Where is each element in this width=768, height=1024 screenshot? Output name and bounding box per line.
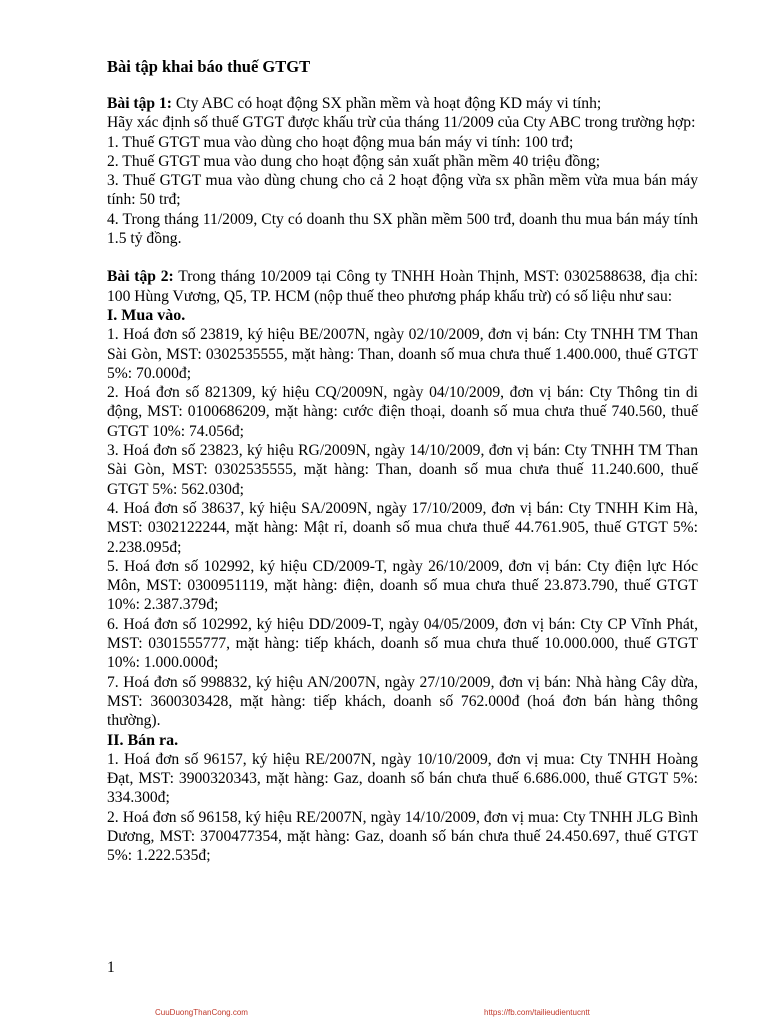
footer-left-link[interactable]: CuuDuongThanCong.com: [155, 1008, 248, 1017]
exercise-2-label: Bài tập 2:: [107, 268, 174, 286]
exercise-1-label: Bài tập 1:: [107, 95, 172, 112]
purchase-invoice: 4. Hoá đơn số 38637, ký hiệu SA/2009N, ngày 17/10/2009, đơn vị bán: Cty TNHH Kim Hà, MST: 0302122244, mặt hàng: Mật rỉ, doanh số mua chưa thuế 44.761.905, thuế GTGT 5%: 2.238.095đ;: [107, 499, 698, 556]
document-title: Bài tập khai báo thuế GTGT: [107, 57, 311, 76]
document-page: [107, 56, 698, 866]
exercise-2-intro: [107, 267, 698, 306]
purchases-heading: I. Mua vào.: [107, 306, 186, 324]
purchase-invoice: 3. Hoá đơn số 23823, ký hiệu RG/2009N, ngày 14/10/2009, đơn vị bán: Cty TNHH TM Than Sài Gòn, MST: 0302535555, mặt hàng: Than, doanh số mua chưa thuế 11.240.600, thuế GTGT 5%: 562.030đ;: [107, 442, 698, 498]
sales-invoice: 2. Hoá đơn số 96158, ký hiệu RE/2007N, ngày 14/10/2009, đơn vị mua: Cty TNHH JLG Bình Dương, MST: 3700477354, mặt hàng: Gaz, doanh số bán chưa thuế 24.450.697, thuế GTGT 5%: 1.222.535đ;: [107, 808, 698, 865]
page-number: 1: [107, 959, 115, 976]
purchase-invoice: 2. Hoá đơn số 821309, ký hiệu CQ/2009N, ngày 04/10/2009, đơn vị bán: Cty Thông tin di động, MST: 0100686209, mặt hàng: cước điện thoại, doanh số mua chưa thuế 740.560, thuế GTGT 10%: 74.056đ;: [107, 384, 698, 440]
sales-invoice: 1. Hoá đơn số 96157, ký hiệu RE/2007N, ngày 10/10/2009, đơn vị mua: Cty TNHH Hoàng Đạt, MST: 3900320343, mặt hàng: Gaz, doanh số bán chưa thuế 6.686.000, thuế GTGT 5%: 334.300đ;: [107, 750, 698, 807]
purchase-invoice: 1. Hoá đơn số 23819, ký hiệu BE/2007N, ngày 02/10/2009, đơn vị bán: Cty TNHH TM Than Sài Gòn, MST: 0302535555, mặt hàng: Than, doanh số mua chưa thuế 1.400.000, thuế GTGT 5%: 70.000đ;: [107, 326, 698, 382]
purchase-invoice: 7. Hoá đơn số 998832, ký hiệu AN/2007N, ngày 27/10/2009, đơn vị bán: Nhà hàng Cây dừa, MST: 3600303428, mặt hàng: tiếp khách, doanh số 762.000đ (hoá đơn bán hàng thông thường).: [107, 673, 698, 730]
footer-right-link[interactable]: https://fb.com/tailieudientucntt: [484, 1008, 590, 1017]
exercise-1-item: 1. Thuế GTGT mua vào dùng cho hoạt động mua bán máy vi tính: 100 trđ;: [107, 133, 574, 151]
exercise-1-item: 2. Thuế GTGT mua vào dung cho hoạt động sản xuất phần mềm 40 triệu đồng;: [107, 152, 601, 170]
exercise-1-intro: [107, 94, 698, 113]
exercise-1-item: 3. Thuế GTGT mua vào dùng chung cho cả 2 hoạt động vừa sx phần mềm vừa mua bán máy tính: 50 trđ;: [107, 172, 698, 209]
sales-heading: II. Bán ra.: [107, 731, 179, 749]
exercise-2-intro-text: Trong tháng 10/2009 tại Công ty TNHH Hoàn Thịnh, MST: 0302588638, địa chỉ: 100 Hùng Vương, Q5, TP. HCM (nộp thuế theo phương pháp khấu trừ) có số liệu như sau:: [107, 268, 699, 305]
exercise-1-question: Hãy xác định số thuế GTGT được khấu trừ của tháng 11/2009 của Cty ABC trong trường hợp:: [107, 114, 696, 132]
exercise-1-item: 4. Trong tháng 11/2009, Cty có doanh thu SX phần mềm 500 trđ, doanh thu mua bán máy tính 1.5 tỷ đồng.: [107, 210, 698, 248]
purchase-invoice: 6. Hoá đơn số 102992, ký hiệu DD/2009-T, ngày 04/05/2009, đơn vị bán: Cty CP Vĩnh Phát, MST: 0301555777, mặt hàng: tiếp khách, doanh số mua chưa thuế 10.000.000, thuế GTGT 10%: 1.000.000đ;: [107, 615, 698, 672]
purchase-invoice: 5. Hoá đơn số 102992, ký hiệu CD/2009-T, ngày 26/10/2009, đơn vị bán: Cty điện lực Hóc Môn, MST: 0300951119, mặt hàng: điện, doanh số mua chưa thuế 23.873.790, thuế GTGT 10%: 2.387.379đ;: [107, 557, 698, 614]
exercise-1-intro-text: Cty ABC có hoạt động SX phần mềm và hoạt động KD máy vi tính;: [171, 95, 602, 112]
